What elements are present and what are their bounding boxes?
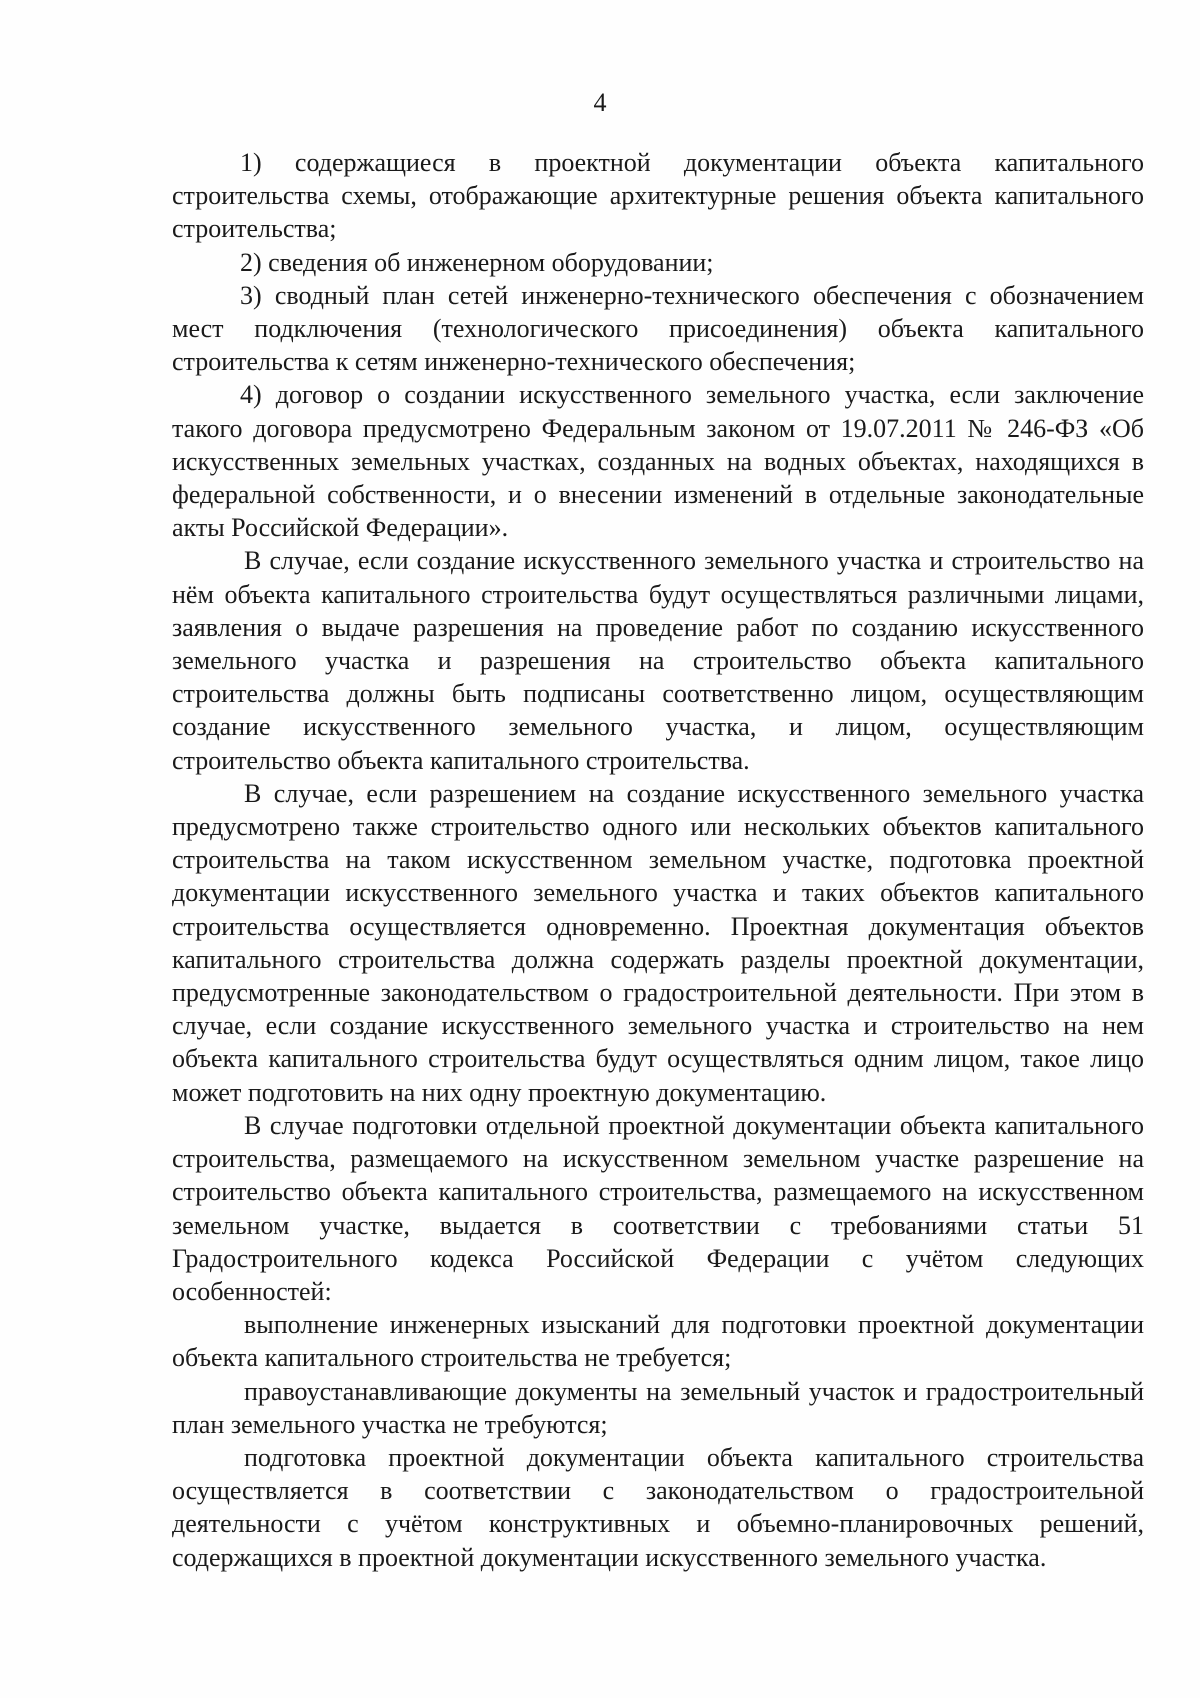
document-body bbox=[172, 146, 1144, 1574]
paragraph-different-persons: В случае, если создание искусственного земельного участка и строительство на нём объекта капитального строительства будут осуществляться различными лицами, заявления о выдаче разрешения на проведение работ по созданию искусственного земельного участка и разрешения на строительство объекта капитального строительства должны быть подписаны соответственно лицом, осуществляющим создание искусственного земельного участка, и лицом, осуществляющим строительство объекта капитального строительства. bbox=[172, 546, 1144, 775]
feature-item-surveys: выполнение инженерных изысканий для подготовки проектной документации объекта капитального строительства не требуется; bbox=[172, 1310, 1144, 1373]
list-item-4: 4) договор о создании искусственного земельного участка, если заключение такого договора предусмотрено Федеральным законом от 19.07.2011 № 246-ФЗ «Об искусственных земельных участках, созданных на водных объектах, находящихся в федеральной собственности, и о внесении изменений в отдельные законодательные акты Российской Федерации». bbox=[172, 380, 1144, 543]
paragraph-separate-documentation: В случае подготовки отдельной проектной документации объекта капитального строительства, размещаемого на искусственном земельном участке разрешение на строительство объекта капитального строительства, размещаемого на искусственном земельном участке, выдается в соответствии с требованиями статьи 51 Градостроительного кодекса Российской Федерации с учётом следующих особенностей: bbox=[172, 1110, 1144, 1306]
feature-item-title-documents: правоустанавливающие документы на земельный участок и градостроительный план земельного участка не требуются; bbox=[172, 1376, 1144, 1439]
list-item-2: 2) сведения об инженерном оборудовании; bbox=[240, 247, 714, 277]
list-item-1: 1) содержащиеся в проектной документации объекта капитального строительства схемы, отображающие архитектурные решения объекта капитального строительства; bbox=[172, 148, 1144, 244]
list-item-3: 3) сводный план сетей инженерно-технического обеспечения с обозначением мест подключения (технологического присоединения) объекта капитального строительства к сетям инженерно-технического обеспечения; bbox=[172, 280, 1144, 377]
feature-item-design-preparation: подготовка проектной документации объекта капитального строительства осуществляется в соответствии с законодательством о градостроительной деятельности с учётом конструктивных и объемно-планировочных решений, содержащихся в проектной документации искусственного земельного участка. bbox=[172, 1442, 1144, 1572]
paragraph-simultaneous-preparation: В случае, если разрешением на создание искусственного земельного участка предусмотрено также строительство одного или нескольких объектов капитального строительства на таком искусственном земельном участке, подготовка проектной документации искусственного земельного участка и таких объектов капитального строительства осуществляется одновременно. Проектная документация объектов капитального строительства должна содержать разделы проектной документации, предусмотренные законодательством о градостроительной деятельности. При этом в случае, если создание искусственного земельного участка и строительство на нем объекта капитального строительства будут осуществляться одним лицом, такое лицо может подготовить на них одну проектную документацию. bbox=[172, 778, 1144, 1107]
page-number: 4 bbox=[593, 88, 607, 117]
